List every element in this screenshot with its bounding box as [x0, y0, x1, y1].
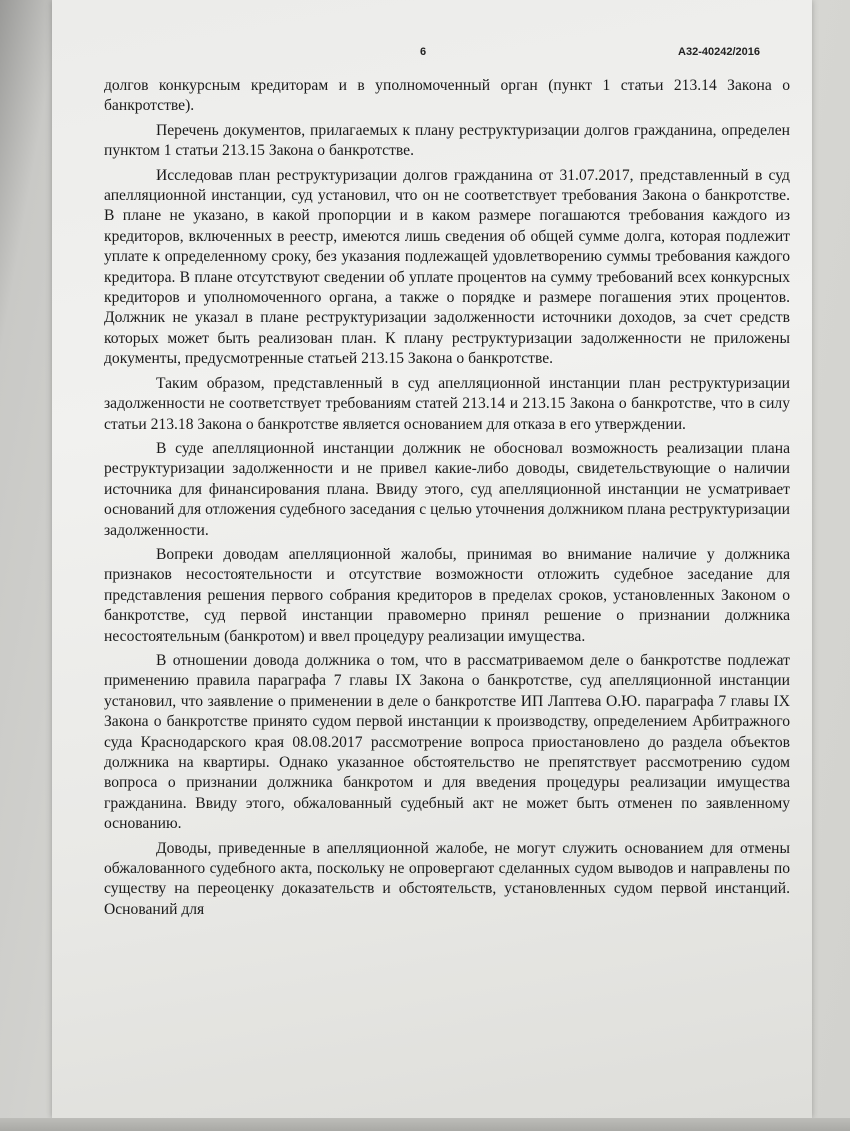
document-body — [104, 76, 790, 920]
case-number: А32-40242/2016 — [678, 46, 760, 58]
paragraph: В отношении довода должника о том, что в рассматриваемом деле о банкротстве подлежат применению правила параграфа 7 главы IX Закона о банкротстве, суд апелляционной инстанции установил, что заявление о применении в деле о банкротстве ИП Лаптева О.Ю. параграфа 7 главы IX Закона о банкротстве принято судом первой инстанции к производству, определением Арбитражного суда Краснодарского края 08.08.2017 рассмотрение вопроса приостановлено до раздела объектов должника на квартиры. Однако указанное обстоятельство не препятствует рассмотрению судом вопроса о признании должника банкротом и для введения процедуры реализации имущества гражданина. Ввиду этого, обжалованный судебный акт не может быть отменен по заявленному основанию. — [104, 651, 790, 833]
monitor-bezel — [0, 1118, 850, 1131]
paragraph: Перечень документов, прилагаемых к плану реструктуризации долгов гражданина, определен пунктом 1 статьи 213.15 Закона о банкротстве. — [104, 121, 790, 160]
paragraph: В суде апелляционной инстанции должник не обосновал возможность реализации плана реструктуризации задолженности и не привел какие-либо доводы, свидетельствующие о наличии источника для финансирования плана. Ввиду этого, суд апелляционной инстанции не усматривает оснований для отложения судебного заседания с целью уточнения должником плана реструктуризации задолженности. — [104, 439, 790, 539]
paragraph: Вопреки доводам апелляционной жалобы, принимая во внимание наличие у должника признаков несостоятельности и отсутствие возможности отложить судебное заседание для представления решения первого собрания кредиторов в пределах сроков, установленных Законом о банкротстве, суд первой инстанции правомерно принял решение о признании должника несостоятельным (банкротом) и ввел процедуру реализации имущества. — [104, 545, 790, 645]
document-page — [52, 0, 812, 1118]
page-header — [52, 46, 812, 64]
paragraph: долгов конкурсным кредиторам и в уполномоченный орган (пункт 1 статьи 213.14 Закона о банкротстве). — [104, 77, 790, 115]
paragraph: Таким образом, представленный в суд апелляционной инстанции план реструктуризации задолженности не соответствует требованиям статей 213.14 и 213.15 Закона о банкротстве, что в силу статьи 213.18 Закона о банкротстве является основанием для отказа в его утверждении. — [104, 374, 790, 433]
paragraph: Доводы, приведенные в апелляционной жалобе, не могут служить основанием для отмены обжалованного судебного акта, поскольку не опровергают сделанных судом выводов и направлены по существу на переоценку доказательств и обстоятельств, установленных судом первой инстанций. Оснований для — [104, 839, 790, 918]
paragraph: Исследовав план реструктуризации долгов гражданина от 31.07.2017, представленный в суд апелляционной инстанции, суд установил, что он не соответствует требования Закона о банкротстве. В плане не указано, в какой пропорции и в каком размере погашаются требования каждого из кредиторов, включенных в реестр, имеются лишь сведения об общей сумме долга, которая подлежит уплате к определенному сроку, без указания подлежащей удовлетворению суммы требования каждого кредитора. В плане отсутствуют сведении об уплате процентов на сумму требований всех конкурсных кредиторов и уполномоченного органа, а также о порядке и размере погашения этих процентов. Должник не указал в плане реструктуризации задолженности источники доходов, за счет средств которых может быть реализован план. К плану реструктуризации задолженности не приложены документы, предусмотренные статьей 213.15 Закона о банкротстве. — [104, 166, 790, 368]
page-number: 6 — [420, 46, 427, 58]
